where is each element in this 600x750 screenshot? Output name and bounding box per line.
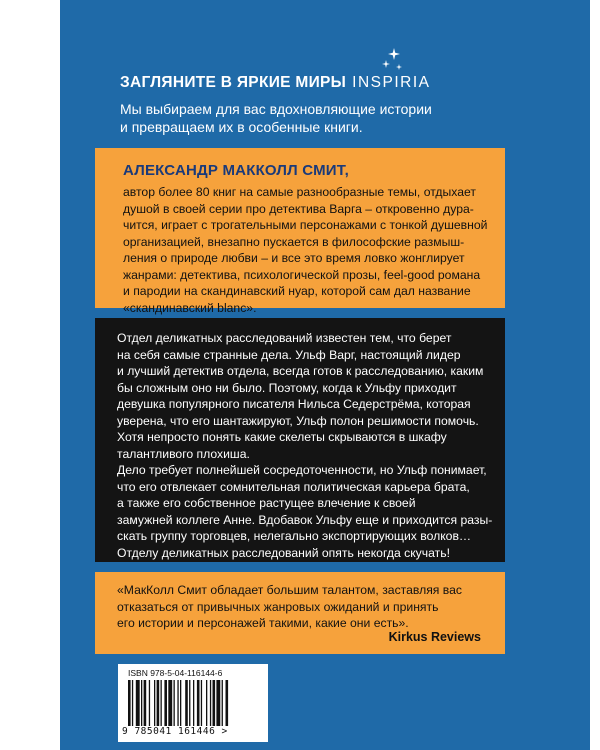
series-tagline bbox=[120, 100, 520, 136]
plot-summary bbox=[117, 330, 495, 561]
page-margin bbox=[0, 0, 60, 750]
bio-line: чится, играет с трогательными персонажами с тонкой душевной bbox=[123, 218, 488, 232]
author-name: АЛЕКСАНДР МАККОЛЛ СМИТ, bbox=[123, 162, 349, 179]
bio-line: душой в своей серии про детектива Варга – откровенно дура- bbox=[123, 201, 474, 216]
review-source: Kirkus Reviews bbox=[388, 630, 481, 644]
bio-line: организацией, внезапно пускается в философские размыш- bbox=[123, 234, 465, 249]
bio-line: ления о природе любви – и все это время ловко жонглирует bbox=[123, 251, 465, 265]
sparkle-icon bbox=[378, 46, 408, 76]
plot-line: Отделу деликатных расследований опять некогда скучать! bbox=[117, 545, 450, 560]
plot-line: что его отвлекает сомнительная политическая карьера брата, bbox=[117, 479, 470, 494]
author-bio-box bbox=[95, 148, 505, 315]
series-slogan: ЗАГЛЯНИТЕ В ЯРКИЕ МИРЫ bbox=[120, 74, 347, 91]
tagline-line: Мы выбираем для вас вдохновляющие истории bbox=[120, 101, 432, 117]
barcode-number: 9 785041 161446 > bbox=[122, 726, 228, 737]
tagline-line: и превращаем их в особенные книги. bbox=[120, 119, 363, 135]
plot-line: на себя самые странные дела. Ульф Варг, настоящий лидер bbox=[117, 347, 461, 362]
review-quote-box bbox=[95, 572, 505, 654]
bio-line: жанрами: детектива, психологической прозы, feel-good романа bbox=[123, 267, 481, 282]
barcode-icon bbox=[128, 680, 260, 726]
publisher-brand: INSPIRIA bbox=[352, 74, 431, 91]
plot-line: Дело требует полнейшей сосредоточенности, но Ульф понимает, bbox=[117, 463, 487, 477]
plot-line: замужней коллеге Анне. Вдобавок Ульфу еще и приходится разы- bbox=[117, 512, 493, 527]
plot-summary-box bbox=[95, 318, 505, 562]
plot-line: девушка популярного писателя Нильса Седерстрёма, которая bbox=[117, 397, 471, 411]
plot-line: скать группу торговцев, нелегально экспортирующих волков… bbox=[117, 529, 472, 543]
plot-line: бы сложным оно ни было. Поэтому, когда к Ульфу приходит bbox=[117, 380, 457, 395]
plot-line: талантливого плохиша. bbox=[117, 446, 250, 461]
plot-line: а также его собственное растущее влечение к своей bbox=[117, 496, 416, 510]
bio-line: «скандинавский blanc». bbox=[123, 300, 257, 315]
series-title bbox=[120, 74, 431, 92]
author-bio bbox=[123, 184, 493, 316]
isbn-text: ISBN 978-5-04-116144-6 bbox=[128, 668, 223, 678]
barcode-label bbox=[118, 664, 268, 742]
review-quote bbox=[117, 582, 497, 632]
bio-line: и пародии на скандинавский нуар, которой сам дал название bbox=[123, 284, 471, 298]
quote-line: отказаться от привычных жанровых ожиданий и принять bbox=[117, 599, 439, 614]
plot-line: и лучший детектив отдела, всегда готов к расследованию, каким bbox=[117, 364, 484, 378]
quote-line: «МакКолл Смит обладает большим талантом, заставляя вас bbox=[117, 583, 462, 597]
quote-line: его истории и персонажей такими, какие они есть». bbox=[117, 616, 409, 630]
plot-line: Хотя непросто понять какие скелеты скрываются в шкафу bbox=[117, 430, 447, 444]
plot-line: Отдел деликатных расследований известен тем, что берет bbox=[117, 331, 452, 345]
plot-line: уверена, что его шантажируют, Ульф полон решимости помочь. bbox=[117, 413, 479, 428]
bio-line: автор более 80 книг на самые разнообразные темы, отдыхает bbox=[123, 185, 476, 199]
